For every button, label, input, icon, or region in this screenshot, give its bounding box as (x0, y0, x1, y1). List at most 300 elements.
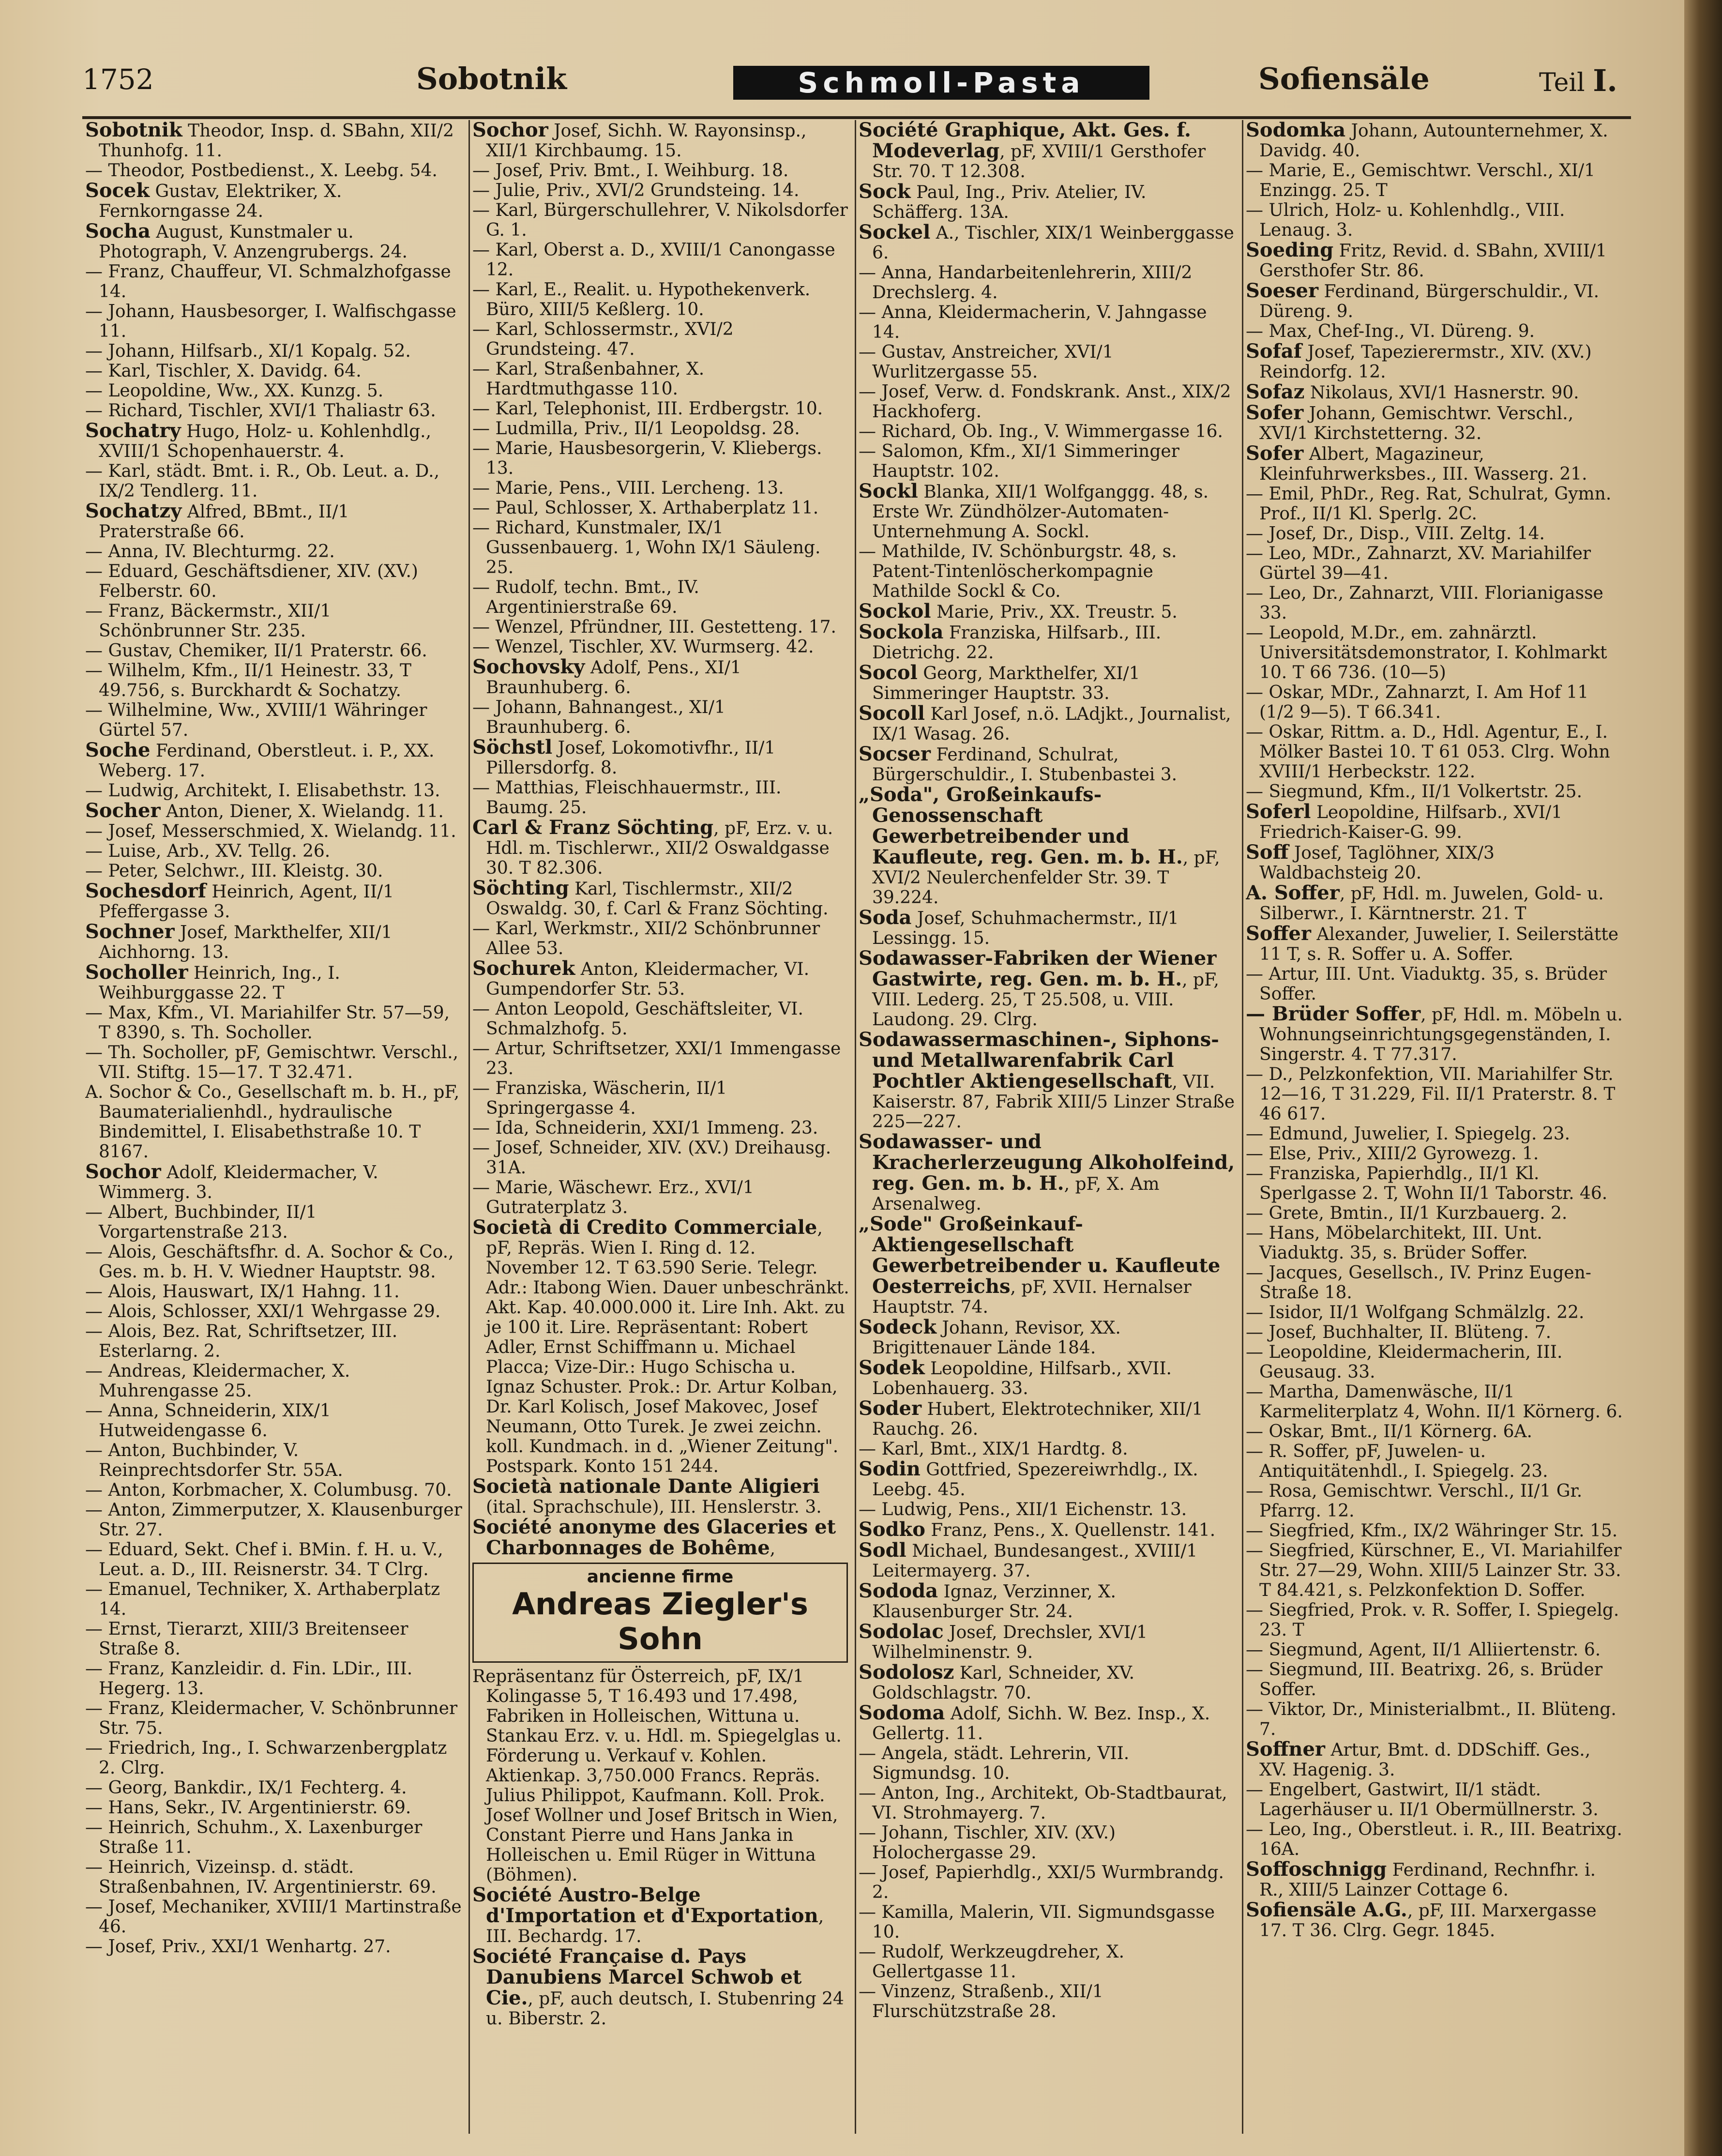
directory-entry (85, 501, 463, 542)
directory-entry (859, 1030, 1236, 1132)
directory-entry (859, 1783, 1236, 1823)
entry-details: — Leo, MDr., Zahnarzt, XV. Mariahilfer Gürtel 39—41. (1246, 544, 1591, 583)
directory-entry (859, 1132, 1236, 1214)
page-number: 1752 (82, 63, 154, 96)
entry-details: — Emanuel, Techniker, X. Arthaberplatz 14. (85, 1579, 440, 1619)
directory-entry (1246, 484, 1623, 524)
directory-entry (85, 1302, 463, 1321)
directory-entry (85, 1480, 463, 1500)
entry-details: Hugo, Holz- u. Kohlenhdlg., XVIII/1 Schopenhauerstr. 4. (99, 422, 432, 461)
entry-details: Ferdinand, Schulrat, Bürgerschuldir., I. Stubenbastei 3. (872, 745, 1178, 785)
entry-name: A. Soffer (1246, 881, 1340, 904)
entry-name: Socholler (85, 961, 188, 984)
entry-details: — Franz, Kleidermacher, V. Schönbrunner Str. 75. (85, 1699, 458, 1738)
entry-details: — Franz, Bäckermstr., XII/1 Schönbrunner Str. 235. (85, 601, 332, 641)
directory-entry (85, 562, 463, 601)
directory-entry (1246, 341, 1623, 382)
entry-details: , pF, Hdl. m. Möbeln u. Wohnungseinrichtungsgegenständen, I. Singerstr. 4. T 77.317. (1259, 1005, 1623, 1064)
entry-name: Soffoschnigg (1246, 1858, 1387, 1881)
entry-details: — Artur, Schriftsetzer, XXI/1 Immengasse 23. (472, 1039, 841, 1078)
entry-details: Artur, Bmt. d. DDSchiff. Ges., XV. Hagenig. 3. (1259, 1740, 1591, 1780)
entry-details: — Anna, Kleidermacherin, V. Jahngasse 14. (859, 303, 1207, 342)
book-spine-edge (1684, 0, 1722, 2156)
entry-details: — Leopold, M.Dr., em. zahnärztl. Universitätsdemonstrator, I. Kohlmarkt 10. T 66 736. (10—5) (1246, 623, 1607, 683)
directory-entry (472, 577, 850, 617)
entry-details: Adolf, Pens., XI/1 Braunhuberg. 6. (486, 658, 741, 698)
entry-details: — Theodor, Postbedienst., X. Leebg. 54. (85, 161, 438, 181)
entry-details: — Oskar, MDr., Zahnarzt, I. Am Hof 11 (1/2 9—5). T 66.341. (1246, 683, 1589, 722)
entry-details: Franziska, Hilfsarb., III. Dietrichg. 22. (872, 623, 1162, 663)
entry-details: — Isidor, II/1 Wolfgang Schmälzlg. 22. (1246, 1303, 1585, 1322)
entry-details: — Mathilde, IV. Schönburgstr. 48, s. Patent-Tintenlöscherkompagnie Mathilde Sockl & Co. (859, 542, 1177, 601)
entry-details: — Johann, Tischler, XIV. (XV.) Holochergasse 29. (859, 1823, 1116, 1863)
entry-details: — Josef, Dr., Disp., VIII. Zeltg. 14. (1246, 524, 1545, 544)
entry-details: Nikolaus, XVI/1 Hasnerstr. 90. (1304, 383, 1579, 403)
directory-entry (85, 341, 463, 361)
directory-entry (85, 1242, 463, 1282)
header-advertisement-banner: Schmoll-Pasta (733, 66, 1149, 100)
entry-name: Söchstl (472, 736, 553, 759)
directory-entry (85, 740, 463, 781)
entry-details: — Ulrich, Holz- u. Kohlenhdlg., VIII. Lenaug. 3. (1246, 200, 1565, 240)
entry-details: — Leo, Ing., Oberstleut. i. R., III. Beatrixg. 16A. (1246, 1820, 1622, 1859)
directory-entry (472, 399, 850, 419)
directory-entry (472, 498, 850, 518)
entry-details: , pF, auch deutsch, I. Stubenring 24 u. Biberstr. 2. (486, 1989, 844, 2029)
directory-entry (1246, 1859, 1623, 1900)
entry-name: Sochurek (472, 957, 575, 980)
directory-entry (472, 737, 850, 778)
entry-name: Socol (859, 661, 918, 684)
directory-entry (1246, 1382, 1623, 1422)
directory-entry (859, 703, 1236, 744)
directory-entry (1246, 240, 1623, 281)
directory-entry (859, 120, 1236, 182)
entry-details: Leopoldine, Hilfsarb., XVII. Lobenhauerg. 33. (872, 1359, 1172, 1398)
directory-entry (859, 622, 1236, 663)
directory-entry (859, 1581, 1236, 1622)
entry-details: — Anton, Korbmacher, X. Columbusg. 70. (85, 1480, 452, 1500)
entry-details: — Artur, III. Unt. Viaduktg. 35, s. Brüder Soffer. (1246, 964, 1607, 1004)
entry-details: — Oskar, Rittm. a. D., Hdl. Agentur, E., I. Mölker Bastei 10. T 61 053. Clrg. Wohn XVIII/1 Herbeckstr. 122. (1246, 722, 1610, 782)
entry-details: — Heinrich, Schuhm., X. Laxenburger Straße 11. (85, 1818, 423, 1857)
directory-entry (1246, 1481, 1623, 1521)
directory-entry (859, 481, 1236, 542)
directory-entry (85, 1778, 463, 1798)
entry-details: — Angela, städt. Lehrerin, VII. Sigmundsg. 10. (859, 1744, 1130, 1783)
directory-entry (85, 781, 463, 801)
entry-details: — Franziska, Papierhdlg., II/1 Kl. Sperlgasse 2. T, Wohn II/1 Taborstr. 46. (1246, 1164, 1608, 1203)
entry-details: Alexander, Juwelier, I. Seilerstätte 11 T, s. R. Soffer u. A. Soffer. (1259, 925, 1619, 964)
directory-entry (85, 1699, 463, 1738)
entry-details: Fritz, Revid. d. SBahn, XVIII/1 Gersthofer Str. 86. (1259, 241, 1607, 281)
entry-name: Sofaz (1246, 380, 1305, 403)
directory-entry (85, 120, 463, 161)
entry-name: Société anonyme des Glaceries et Charbonnages de Bohême (472, 1516, 836, 1559)
entry-details: , pF, Repräs. Wien I. Ring d. 12. November 12. T 63.590 Serie. Telegr. Adr.: Itabong Wien. Dauer unbeschränkt. Akt. Kap. 40.000.000 it. Lire Inh. Akt. zu je 100 it. Lire. Repräsentant: Robert Adler, Ernst Schiffmann u. Michael Placca; Vize-Dir.: Hugo Schischa u. Ignaz Schuster. Prok.: Dr. Artur Kolban, Dr. Karl Kolisch, Josef Makovec, Josef Neumann, Otto Turek. Je zwei zeichn. koll. Kundmach. in d. „Wiener Zeitung". Postspark. Konto 151 244. (486, 1218, 849, 1476)
entry-name: Sodek (859, 1356, 925, 1379)
entry-details: Adolf, Sichh. W. Bez. Insp., X. Gellertg. 11. (872, 1704, 1210, 1744)
directory-entry (472, 878, 850, 919)
directory-entry (85, 1659, 463, 1699)
entry-details: Ferdinand, Oberstleut. i. P., XX. Weberg. 17. (99, 741, 435, 781)
entry-details: — Anton Leopold, Geschäftsleiter, VI. Schmalzhofg. 5. (472, 999, 803, 1039)
entry-name: Sodin (859, 1458, 921, 1480)
entry-details: — Anna, IV. Blechturmg. 22. (85, 542, 335, 562)
directory-entry (85, 1361, 463, 1401)
directory-entry (85, 1401, 463, 1441)
entry-details: — Viktor, Dr., Ministerialbmt., II. Blüteng. 7. (1246, 1700, 1616, 1739)
entry-details: — R. Soffer, pF, Juwelen- u. Antiquitätenhdl., I. Spiegelg. 23. (1246, 1442, 1548, 1481)
column-4 (1246, 120, 1623, 2139)
entry-details: — Siegmund, III. Beatrixg. 26, s. Brüder Soffer. (1246, 1660, 1603, 1700)
directory-entry (85, 1579, 463, 1619)
directory-entry (1246, 683, 1623, 722)
directory-entry (1246, 964, 1623, 1004)
directory-entry (85, 861, 463, 881)
entry-details: August, Kunstmaler u. Photograph, V. Anzengrubergs. 24. (99, 222, 408, 262)
directory-entry (85, 461, 463, 501)
entry-details: — Anna, Schneiderin, XIX/1 Hutweidengasse 6. (85, 1401, 331, 1441)
entry-name: Sodawasser-Fabriken der Wiener Gastwirte, reg. Gen. m. b. H. (859, 947, 1217, 990)
directory-entry (85, 1619, 463, 1659)
entry-name: „Sode" Großeinkauf-Aktiengesellschaft Gewerbetreibender u. Kaufleute Oesterreichs (859, 1213, 1221, 1298)
entry-details: — Grete, Bmtin., II/1 Kurzbauerg. 2. (1246, 1203, 1568, 1223)
directory-entry (1246, 1739, 1623, 1780)
entry-details: — Marie, Pens., VIII. Lercheng. 13. (472, 478, 784, 498)
column-1 (85, 120, 463, 2139)
entry-details: — Gustav, Chemiker, II/1 Praterstr. 66. (85, 641, 427, 661)
entry-name: Società di Credito Commerciale (472, 1216, 817, 1239)
entry-details: Josef, Lokomotivfhr., II/1 Pillersdorfg. 8. (486, 738, 776, 778)
directory-entry (472, 181, 850, 200)
directory-entry (1246, 200, 1623, 240)
entry-details: — Karl, Oberst a. D., XVIII/1 Canongasse 12. (472, 240, 835, 280)
directory-entry (472, 1078, 850, 1118)
directory-entry (1246, 1342, 1623, 1382)
directory-entry (1246, 1700, 1623, 1739)
directory-entry (85, 821, 463, 841)
entry-name: Soda (859, 906, 912, 929)
header-left-keyword: Sobotnik (416, 61, 567, 96)
entry-details: — Richard, Ob. Ing., V. Wimmergasse 16. (859, 422, 1223, 441)
entry-details: — Josef, Verw. d. Fondskrank. Anst., XIX/2 Hackhoferg. (859, 382, 1231, 422)
entry-details: , pF, III. Marxergasse 17. T 36. Clrg. Gegr. 1845. (1259, 1901, 1597, 1941)
entry-details: — Franziska, Wäscherin, II/1 Springergasse 4. (472, 1078, 727, 1118)
directory-entry (859, 1398, 1236, 1439)
entry-details: — Josef, Schneider, XIV. (XV.) Dreihausg. 31A. (472, 1138, 831, 1178)
directory-entry (1246, 842, 1623, 883)
entry-details: — Heinrich, Vizeinsp. d. städt. Straßenbahnen, IV. Argentinierstr. 69. (85, 1857, 437, 1897)
directory-entry (859, 948, 1236, 1030)
directory-entry (1246, 802, 1623, 842)
directory-entry (85, 1500, 463, 1540)
entry-name: Soder (859, 1397, 922, 1420)
directory-entry (85, 1857, 463, 1897)
entry-name: Socek (85, 179, 150, 202)
entry-details: — D., Pelzkonfektion, VII. Mariahilfer Str. 12—16, T 31.229, Fil. II/1 Praterstr. 8. T 46 617. (1246, 1064, 1616, 1124)
directory-entry (85, 302, 463, 341)
entry-details: — Marie, Hausbesorgerin, V. Kliebergs. 13. (472, 439, 822, 478)
directory-entry (85, 381, 463, 401)
directory-entry (85, 922, 463, 962)
directory-entry (859, 744, 1236, 785)
directory-entry (1246, 403, 1623, 443)
directory-entry (472, 1118, 850, 1138)
directory-entry (472, 1217, 850, 1476)
entry-details: — Franz, Chauffeur, VI. Schmalzhofgasse 14. (85, 262, 451, 302)
entry-details: — Alois, Schlosser, XXI/1 Wehrgasse 29. (85, 1302, 441, 1321)
directory-entry (472, 999, 850, 1039)
directory-entry (859, 382, 1236, 422)
entry-details: Josef, Sichh. W. Rayonsinsp., XII/1 Kirchbaumg. 15. (486, 121, 807, 161)
entry-details: Blanka, XII/1 Wolfganggg. 48, s. Erste Wr. Zündhölzer-Automaten-Unternehmung A. Sockl. (872, 482, 1209, 542)
entry-name: „Soda", Großeinkaufs-Genossenschaft Gewerbetreibender und Kaufleute, reg. Gen. m. b. H. (859, 783, 1183, 868)
directory-entry (85, 1003, 463, 1043)
directory-entry (85, 401, 463, 421)
directory-entry (1246, 382, 1623, 403)
entry-name: Sodomka (1246, 120, 1346, 141)
directory-entry (1246, 1780, 1623, 1820)
entry-details: — Engelbert, Gastwirt, II/1 städt. Lagerhäuser u. II/1 Obermüllnerstr. 3. (1246, 1780, 1599, 1820)
entry-name: Sodawasser- und Kracherlerzeugung Alkoholfeind, reg. Gen. m. b. H. (859, 1130, 1235, 1195)
directory-entry (472, 280, 850, 319)
entry-details: — Marie, E., Gemischtwr. Verschl., XI/1 Enzingg. 25. T (1246, 161, 1596, 200)
entry-name: Socoll (859, 702, 925, 725)
directory-entry (1246, 281, 1623, 321)
directory-entry (859, 1214, 1236, 1317)
entry-details: — Richard, Kunstmaler, IX/1 Gussenbauerg. 1, Wohn IX/1 Säuleng. 25. (472, 518, 821, 577)
entry-details: Gustav, Elektriker, X. Fernkorngasse 24. (99, 182, 342, 221)
entry-details: Ignaz, Verzinner, X. Klausenburger Str. 24. (872, 1582, 1116, 1622)
entry-details: — Karl, Schlossermstr., XVI/2 Grundsteing. 47. (472, 319, 734, 359)
entry-details: — Rudolf, Werkzeugdreher, X. Gellertgasse 11. (859, 1942, 1125, 1982)
directory-entry (85, 181, 463, 221)
directory-entry (1246, 1223, 1623, 1263)
entry-details: — Max, Chef-Ing., VI. Düreng. 9. (1246, 321, 1535, 341)
entry-details: — Rudolf, techn. Bmt., IV. Argentinierstraße 69. (472, 577, 699, 617)
ad-line-1: ancienne firme (587, 1567, 734, 1587)
directory-entry (85, 801, 463, 821)
column-2 (472, 120, 850, 2139)
entry-details: — Siegmund, Agent, II/1 Alliiertenstr. 6. (1246, 1640, 1601, 1660)
directory-entry (859, 1500, 1236, 1519)
entry-details: — Wilhelmine, Ww., XVIII/1 Währinger Gürtel 57. (85, 700, 427, 740)
directory-entry (85, 1441, 463, 1480)
entry-details: — Karl, Telephonist, III. Erdbergstr. 10. (472, 399, 823, 419)
entry-details: — Ludwig, Architekt, I. Elisabethstr. 13. (85, 781, 440, 801)
entry-details: — Ida, Schneiderin, XXI/1 Immeng. 23. (472, 1118, 818, 1138)
entry-details: — Karl, E., Realit. u. Hypothekenverk. Büro, XIII/5 Keßlerg. 10. (472, 280, 811, 319)
directory-entry (85, 1738, 463, 1778)
entry-name: Sodawassermaschinen-, Siphons- und Metallwarenfabrik Carl Pochtler Aktiengesellschaft (859, 1028, 1219, 1093)
entry-details: — Th. Socholler, pF, Gemischtwr. Verschl., VII. Stiftg. 15—17. T 32.471. (85, 1043, 459, 1082)
directory-entry (472, 1517, 850, 1559)
directory-entry (1246, 1422, 1623, 1442)
directory-entry (859, 1902, 1236, 1942)
directory-entry (472, 1946, 850, 2029)
entry-details: — Gustav, Anstreicher, XVI/1 Wurlitzergasse 55. (859, 342, 1114, 382)
entry-details: — Friedrich, Ing., I. Schwarzenbergplatz 2. Clrg. (85, 1738, 447, 1778)
directory-entry (472, 778, 850, 818)
entry-name: Sochner (85, 920, 175, 943)
entry-details: Josef, Taglöhner, XIX/3 Waldbachsteig 20. (1259, 843, 1495, 883)
directory-entry (472, 439, 850, 478)
entry-details: — Richard, Tischler, XVI/1 Thaliastr 63. (85, 401, 436, 421)
entry-details: A. Sochor & Co., Gesellschaft m. b. H., pF, Baumaterialienhdl., hydraulische Bindemittel, I. Elisabethstraße 10. T 8167. (85, 1082, 460, 1162)
entry-details: — Wenzel, Tischler, XV. Wurmserg. 42. (472, 637, 814, 657)
entry-details: Adolf, Kleidermacher, V. Wimmerg. 3. (99, 1163, 378, 1202)
entry-details: — Josef, Buchhalter, II. Blüteng. 7. (1246, 1322, 1552, 1342)
entry-details: Michael, Bundesangest., XVIII/1 Leitermayerg. 37. (872, 1541, 1198, 1581)
directory-entry (472, 1667, 850, 1885)
directory-entry (472, 161, 850, 181)
entry-details: Johann, Gemischtwr. Verschl., XVI/1 Kirchstetterng. 32. (1259, 404, 1574, 443)
entry-details: Repräsentanz für Österreich, pF, IX/1 Kolingasse 5, T 16.493 und 17.498, Fabriken in Holleischen, Wittuna u. Stankau Erz. v. u. Hdl. m. Spiegelglas u. Förderung u. Verkauf v. Kohlen. Aktienkap. 3,750.000 Francs. Repräs. Julius Philippot, Kaufmann. Koll. Prok. Josef Wollner und Josef Britsch in Wien, Constant Pierre und Hans Janka in Holleischen u. Emil Rüger in Wittuna (Böhmen). (472, 1667, 842, 1885)
entry-details: — Leo, Dr., Zahnarzt, VIII. Florianigasse 33. (1246, 583, 1603, 623)
entry-name: Sochor (472, 120, 548, 141)
entry-details: , VII. Kaiserstr. 87, Fabrik XIII/5 Linzer Straße 225—227. (872, 1072, 1235, 1132)
directory-entry (859, 263, 1236, 303)
entry-name: Socha (85, 220, 151, 243)
entry-details: Paul, Ing., Priv. Atelier, IV. Schäfferg. 13A. (872, 182, 1147, 222)
directory-entry (1246, 623, 1623, 683)
entry-details: Karl, Tischlermstr., XII/2 Oswaldg. 30, f. Carl & Franz Söchting. (486, 879, 829, 919)
entry-details: — Albert, Buchbinder, II/1 Vorgartenstraße 213. (85, 1202, 317, 1242)
entry-details: — Anton, Buchbinder, V. Reinprechtsdorfer Str. 55A. (85, 1441, 343, 1480)
entry-name: Soeding (1246, 239, 1334, 261)
entry-details: — Paul, Schlosser, X. Arthaberplatz 11. (472, 498, 819, 518)
entry-name: Sodolosz (859, 1661, 954, 1684)
entry-details: — Josef, Priv. Bmt., I. Weihburg. 18. (472, 161, 789, 181)
directory-entry (85, 962, 463, 1003)
entry-name: Société Française d. Pays Danubiens Marcel Schwob et Cie. (472, 1945, 802, 2009)
directory-entry (859, 1863, 1236, 1902)
entry-details: , pF, XVI/2 Neulerchenfelder Str. 39. T 39.224. (872, 848, 1220, 908)
directory-entry (859, 422, 1236, 441)
entry-details: Anton, Diener, X. Wielandg. 11. (160, 802, 444, 821)
entry-details: — Edmund, Juwelier, I. Spiegelg. 23. (1246, 1124, 1571, 1144)
directory-entry (859, 785, 1236, 908)
directory-entry (1246, 924, 1623, 964)
entry-details: — Max, Kfm., VI. Mariahilfer Str. 57—59, T 8390, s. Th. Socholler. (85, 1003, 450, 1043)
directory-entry (1246, 443, 1623, 484)
directory-entry (1246, 120, 1623, 161)
entry-name: Soche (85, 739, 151, 761)
directory-entry (85, 421, 463, 461)
entry-details: — Vinzenz, Straßenb., XII/1 Flurschützstraße 28. (859, 1982, 1103, 2021)
entry-name: Sochor (85, 1160, 161, 1183)
directory-entry (472, 359, 850, 399)
entry-details: — Anna, Handarbeitenlehrerin, XIII/2 Drechslerg. 4. (859, 263, 1193, 303)
entry-details: Franz, Pens., X. Quellenstr. 141. (925, 1520, 1216, 1540)
entry-details: — Martha, Damenwäsche, II/1 Karmeliterplatz 4, Wohn. II/1 Körnerg. 6. (1246, 1382, 1623, 1422)
entry-details: , pF, Erz. v. u. Hdl. m. Tischlerwr., XII/2 Oswaldgasse 30. T 82.306. (486, 819, 833, 878)
entry-details: — Leopoldine, Kleidermacherin, III. Geusaug. 33. (1246, 1342, 1563, 1382)
directory-entry (85, 641, 463, 661)
entry-details: Georg, Markthelfer, XI/1 Simmeringer Hauptstr. 33. (872, 664, 1140, 703)
directory-entry (859, 1982, 1236, 2021)
entry-name: Sockel (859, 221, 931, 243)
directory-entry (1246, 1521, 1623, 1541)
entry-details: , pF, Hdl. m. Juwelen, Gold- u. Silberwr., I. Kärntnerstr. 21. T (1259, 884, 1604, 924)
entry-name: Söchting (472, 877, 569, 899)
directory-entry (859, 222, 1236, 263)
entry-details: , pF, XVIII/1 Gersthofer Str. 70. T 12.308. (872, 142, 1206, 182)
entry-details: — Karl, Bmt., XIX/1 Hardtg. 8. (859, 1439, 1128, 1459)
directory-entry (85, 881, 463, 922)
directory-entry (859, 663, 1236, 703)
directory-entry (85, 601, 463, 641)
directory-entry (859, 441, 1236, 481)
directory-entry (859, 1703, 1236, 1744)
entry-details: Heinrich, Agent, II/1 Pfeffergasse 3. (99, 882, 394, 922)
entry-name: Sofaf (1246, 340, 1302, 363)
entry-details: Josef, Schuhmachermstr., II/1 Lessingg. 15. (872, 909, 1179, 948)
directory-entry (1246, 722, 1623, 782)
directory-entry (85, 361, 463, 381)
directory-entry (85, 161, 463, 181)
directory-entry (859, 1540, 1236, 1581)
directory-entry (1246, 321, 1623, 341)
directory-entry (859, 182, 1236, 222)
entry-details: — Josef, Priv., XXI/1 Wenhartg. 27. (85, 1937, 391, 1957)
directory-entry (1246, 1303, 1623, 1322)
directory-entry (472, 818, 850, 878)
directory-entry (472, 419, 850, 439)
entry-details: — Julie, Priv., XVI/2 Grundsteing. 14. (472, 181, 800, 200)
directory-entry (472, 617, 850, 637)
entry-details: — Oskar, Bmt., II/1 Körnerg. 6A. (1246, 1422, 1532, 1442)
entry-details: — Karl, Werkmstr., XII/2 Schönbrunner Allee 53. (472, 919, 820, 958)
entry-details: — Anton, Ing., Architekt, Ob-Stadtbaurat, VI. Strohmayerg. 7. (859, 1783, 1227, 1823)
page-header (82, 58, 1631, 111)
part-label-number: I. (1593, 63, 1617, 98)
directory-entry (1246, 1600, 1623, 1640)
entry-details: — Eduard, Geschäftsdiener, XIV. (XV.) Felberstr. 60. (85, 562, 418, 601)
entry-details: — Siegfried, Kürschner, E., VI. Mariahilfer Str. 27—29, Wohn. XIII/5 Lainzer Str. 33. T 84.421, s. Pelzkonfektion D. Soffer. (1246, 1541, 1622, 1600)
entry-details: — Emil, PhDr., Reg. Rat, Schulrat, Gymn. Prof., II/1 Kl. Sperlg. 2C. (1246, 484, 1612, 524)
directory-entry (859, 1459, 1236, 1500)
entry-details: , III. Bechardg. 17. (486, 1907, 824, 1946)
entry-details: Josef, Tapezierermstr., XIV. (XV.) Reindorfg. 12. (1259, 342, 1592, 382)
entry-details: — Luise, Arb., XV. Tellg. 26. (85, 841, 331, 861)
entry-name: Société Austro-Belge d'Importation et d'Exportation (472, 1883, 818, 1927)
entry-name: Socher (85, 799, 161, 822)
directory-entry (472, 240, 850, 280)
entry-details: — Rosa, Gemischtwr. Verschl., II/1 Gr. Pfarrg. 12. (1246, 1481, 1583, 1521)
directory-entry (1246, 782, 1623, 802)
entry-details: — Karl, Bürgerschullehrer, V. Nikolsdorfer G. 1. (472, 200, 848, 240)
entry-details: , pF, VIII. Lederg. 25, T 25.508, u. VIII. Laudong. 29. Clrg. (872, 970, 1219, 1030)
directory-entry (472, 1476, 850, 1517)
directory-entry (859, 601, 1236, 622)
entry-details: — Else, Priv., XIII/2 Gyrowezg. 1. (1246, 1144, 1539, 1164)
directory-entry (472, 1138, 850, 1178)
directory-entry (472, 657, 850, 698)
directory-entry (85, 1897, 463, 1937)
entry-details: Josef, Markthelfer, XII/1 Aichhorng. 13. (99, 923, 393, 962)
directory-entry (1246, 1322, 1623, 1342)
directory-entry (1246, 1820, 1623, 1859)
ad-line-2: Andreas Ziegler's Sohn (512, 1586, 808, 1656)
entry-details: — Josef, Mechaniker, XVIII/1 Martinstraße 46. (85, 1897, 462, 1937)
entry-details: Albert, Magazineur, Kleinfuhrwerksbes., III. Wasserg. 21. (1259, 444, 1587, 484)
directory-entry (859, 908, 1236, 948)
entry-details: Anton, Kleidermacher, VI. Gumpendorfer Str. 53. (486, 959, 810, 999)
directory-entry (859, 1942, 1236, 1982)
entry-details: Ferdinand, Rechnfhr. i. R., XIII/5 Lainzer Cottage 6. (1259, 1860, 1596, 1900)
